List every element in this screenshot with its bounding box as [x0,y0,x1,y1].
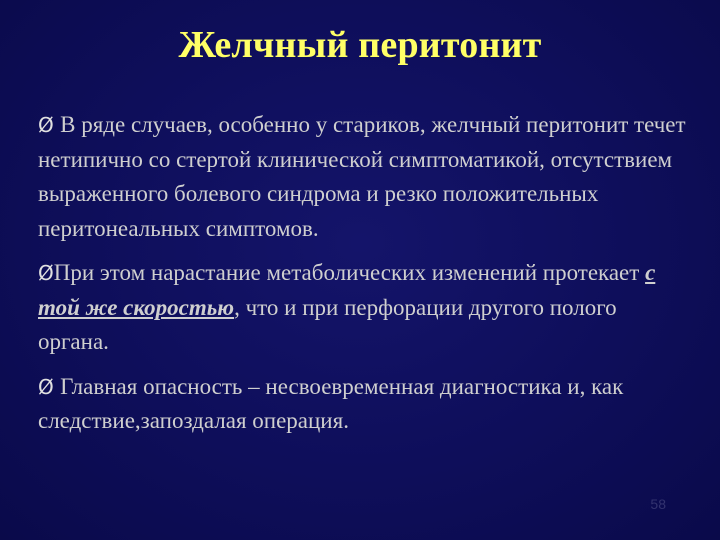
arrow-bullet-icon: Ø [38,374,61,399]
bullet-2-emphasis: с той же скоростью [38,260,656,320]
bullet-2-text-end: , что и при перфорации другого полого органа. [38,294,617,354]
bullet-2 [38,256,688,360]
slide-title: Желчный перитонит [178,24,542,66]
arrow-bullet-icon: Ø [38,261,54,285]
bullet-3 [38,370,688,439]
bullet-2-text: При этом нарастание метаболических изменений протекает [53,260,646,285]
arrow-bullet-icon: Ø [38,113,61,137]
bullet-1-text: В ряде случаев, особенно у стариков, желчный перитонит течет нетипично со стертой клинической симптоматикой, отсутствием выраженного болевого синдрома и резко положительных перитонеальных симптомов. [38,112,686,241]
page-number: 58 [650,496,666,512]
bullet-1 [38,108,688,246]
bullet-3-text: Главная опасность – несвоевременная диагностика и, как следствие,запоздалая операция. [38,373,624,433]
slide-content [38,108,688,449]
